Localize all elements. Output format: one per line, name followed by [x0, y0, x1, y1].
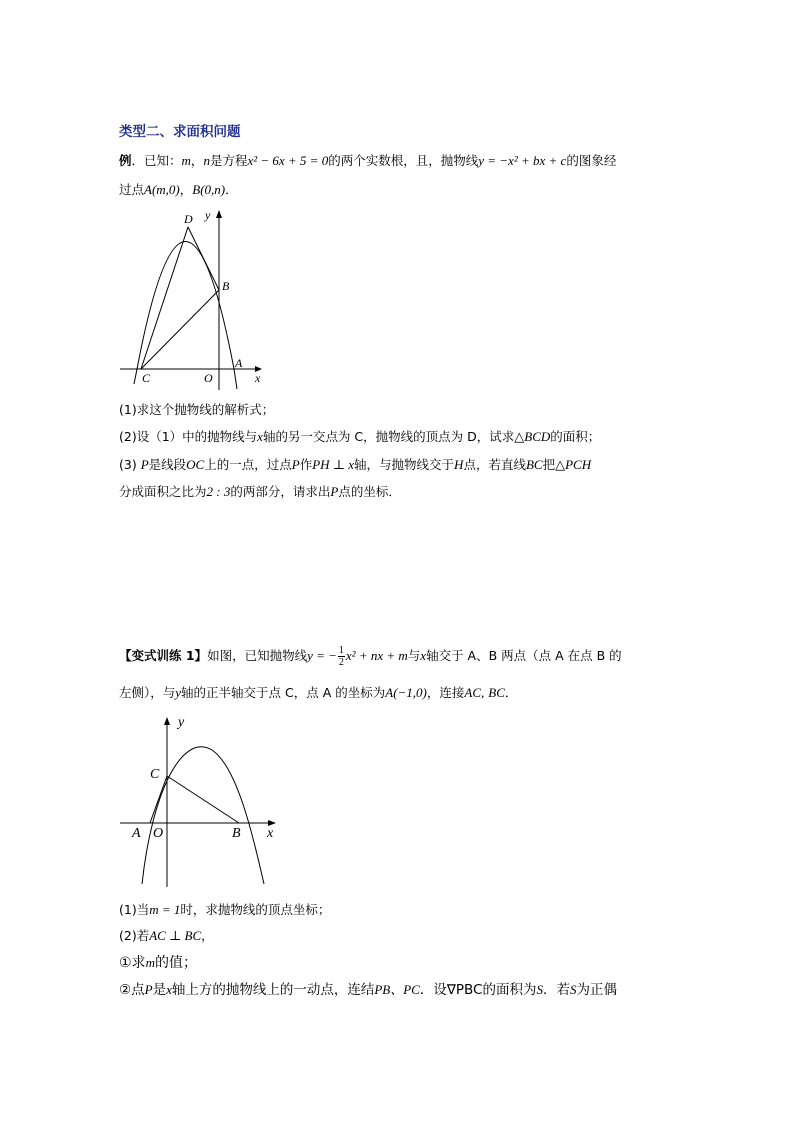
text: 是线段 — [148, 457, 187, 472]
variant-question-2-2 — [119, 980, 617, 1000]
text: 与 — [407, 648, 421, 663]
variant-line-2 — [119, 683, 517, 703]
text: 时，求抛物线的顶点坐标； — [180, 902, 331, 917]
math-bc: BC — [488, 685, 505, 700]
parabola-formula: y = −x² + bx + c — [478, 153, 567, 168]
text: ．已知： — [131, 153, 182, 168]
text: ，连接 — [426, 685, 465, 700]
figure-2-parabola — [112, 712, 292, 892]
variant-label: 【变式训练 1】 — [119, 648, 208, 663]
variant-question-1 — [119, 900, 330, 920]
label-o: O — [153, 826, 164, 841]
text: 分成面积之比为 — [119, 484, 207, 499]
text: 轴，与抛物线交于 — [354, 457, 455, 472]
segment-cb — [141, 290, 219, 369]
label-b: B — [222, 279, 230, 293]
parabola-curve — [142, 747, 264, 884]
ratio: 2 : 3 — [206, 484, 231, 499]
math-pb-pc: PB、PC — [374, 982, 420, 997]
text: 过点 — [119, 182, 145, 197]
question-2 — [119, 427, 600, 447]
math-n: n — [203, 153, 210, 168]
label-b: B — [232, 826, 241, 841]
math-p: P — [140, 457, 149, 472]
text: ． — [225, 182, 238, 197]
math-oc: OC — [186, 457, 205, 472]
segment-cb — [167, 776, 239, 823]
math-y: y = − — [307, 648, 337, 663]
math-m: m — [145, 955, 155, 970]
math-s: S — [536, 982, 543, 997]
segment-db — [188, 227, 219, 290]
label-d: D — [184, 212, 193, 226]
label-c: C — [142, 371, 151, 385]
variant-question-2 — [119, 926, 214, 946]
label-c: C — [150, 767, 160, 782]
text: (1)当 — [119, 902, 150, 917]
math-x: x — [166, 982, 172, 997]
text: 的两部分，请求出 — [230, 484, 331, 499]
math-h: H — [454, 457, 464, 472]
parabola-left-tail — [134, 369, 137, 384]
text: 上的一点，过点 — [204, 457, 292, 472]
text: ．设 — [419, 982, 447, 998]
text: 是 — [152, 982, 167, 998]
text: 左侧），与 — [119, 685, 176, 700]
text: 把 — [542, 457, 556, 472]
text: ． — [504, 685, 518, 700]
label-x: x — [255, 371, 261, 385]
math-x: x — [420, 648, 427, 663]
variant-line-1 — [119, 645, 622, 668]
example-label: 例 — [119, 153, 132, 168]
text: 作 — [299, 457, 313, 472]
parabola-curve — [137, 242, 237, 390]
text: 轴上方的抛物线上的一动点，连结 — [171, 982, 375, 998]
label-y: y — [178, 715, 185, 730]
equation: x² − 6x + 5 = 0 — [247, 153, 329, 168]
triangle-bcd: △BCD — [514, 429, 551, 444]
text: (2)设（1）中的抛物线与 — [119, 429, 258, 444]
text: 的值； — [154, 955, 197, 971]
text: 的面积； — [550, 429, 601, 444]
variant-question-2-1 — [119, 953, 197, 973]
triangle-pch: △PCH — [555, 457, 592, 472]
math-ph-perp: PH ⊥ x — [312, 457, 355, 472]
text: 轴交于 A、B 两点（点 A 在点 B 的 — [426, 648, 622, 663]
text: ①求 — [119, 955, 146, 971]
text: 的两个实数根，且，抛物线 — [328, 153, 479, 168]
text: 的面积为 — [482, 982, 537, 998]
text: ， — [201, 928, 214, 943]
frac-numerator: 1 — [338, 645, 344, 656]
text: ②点 — [119, 982, 145, 998]
text: ．若 — [542, 982, 570, 998]
math-s: S — [569, 982, 577, 997]
triangle-pbc: ∇PBC — [446, 982, 483, 998]
math-p: P — [330, 484, 339, 499]
text: 轴的正半轴交于点 C，点 A 的坐标为 — [181, 685, 386, 700]
frac-denominator: 2 — [338, 657, 344, 668]
text: 点的坐标． — [338, 484, 401, 499]
label-a: A — [235, 356, 243, 370]
math-m-eq: m = 1 — [149, 902, 181, 917]
section-title: 类型二、求面积问题 — [119, 124, 241, 140]
text: ， — [179, 182, 193, 197]
math-p: P — [144, 982, 153, 997]
text: 的图象经 — [566, 153, 617, 168]
figure-1-parabola — [112, 204, 282, 394]
math-x: x — [257, 429, 263, 444]
point-a: A(m,0) — [144, 182, 180, 197]
text: 是方程 — [209, 153, 248, 168]
label-x: x — [267, 826, 274, 841]
math-poly: x² + nx + m — [345, 648, 408, 663]
text: 如图，已知抛物线 — [207, 648, 308, 663]
math-p: P — [291, 457, 300, 472]
text: (3) — [119, 457, 141, 472]
example-line-1 — [119, 151, 616, 171]
point-a: A(−1,0) — [385, 685, 427, 700]
y-axis-arrow — [164, 717, 170, 725]
math-ac: AC, — [464, 685, 485, 700]
question-3 — [119, 455, 591, 475]
text: (2)若 — [119, 928, 150, 943]
segment-cd — [141, 227, 188, 369]
segment-ac — [150, 776, 167, 823]
label-o: O — [204, 371, 213, 385]
y-axis-arrow — [216, 210, 222, 218]
fraction-one-half — [338, 645, 345, 668]
math-ac-perp-bc: AC ⊥ BC — [149, 928, 202, 943]
text: ， — [190, 153, 204, 168]
text: 点，若直线 — [463, 457, 526, 472]
question-1: (1)求这个抛物线的解析式； — [119, 402, 275, 417]
math-bc: BC — [525, 457, 543, 472]
text: 为正偶 — [576, 982, 617, 998]
question-3-cont — [119, 482, 401, 502]
label-a: A — [132, 826, 141, 841]
text: 轴的另一交点为 C，抛物线的顶点为 D，试求 — [262, 429, 515, 444]
math-m: m — [181, 153, 191, 168]
example-line-2 — [119, 180, 238, 200]
label-y: y — [205, 208, 211, 222]
math-y: y — [175, 685, 182, 700]
point-b: B(0,n) — [192, 182, 226, 197]
